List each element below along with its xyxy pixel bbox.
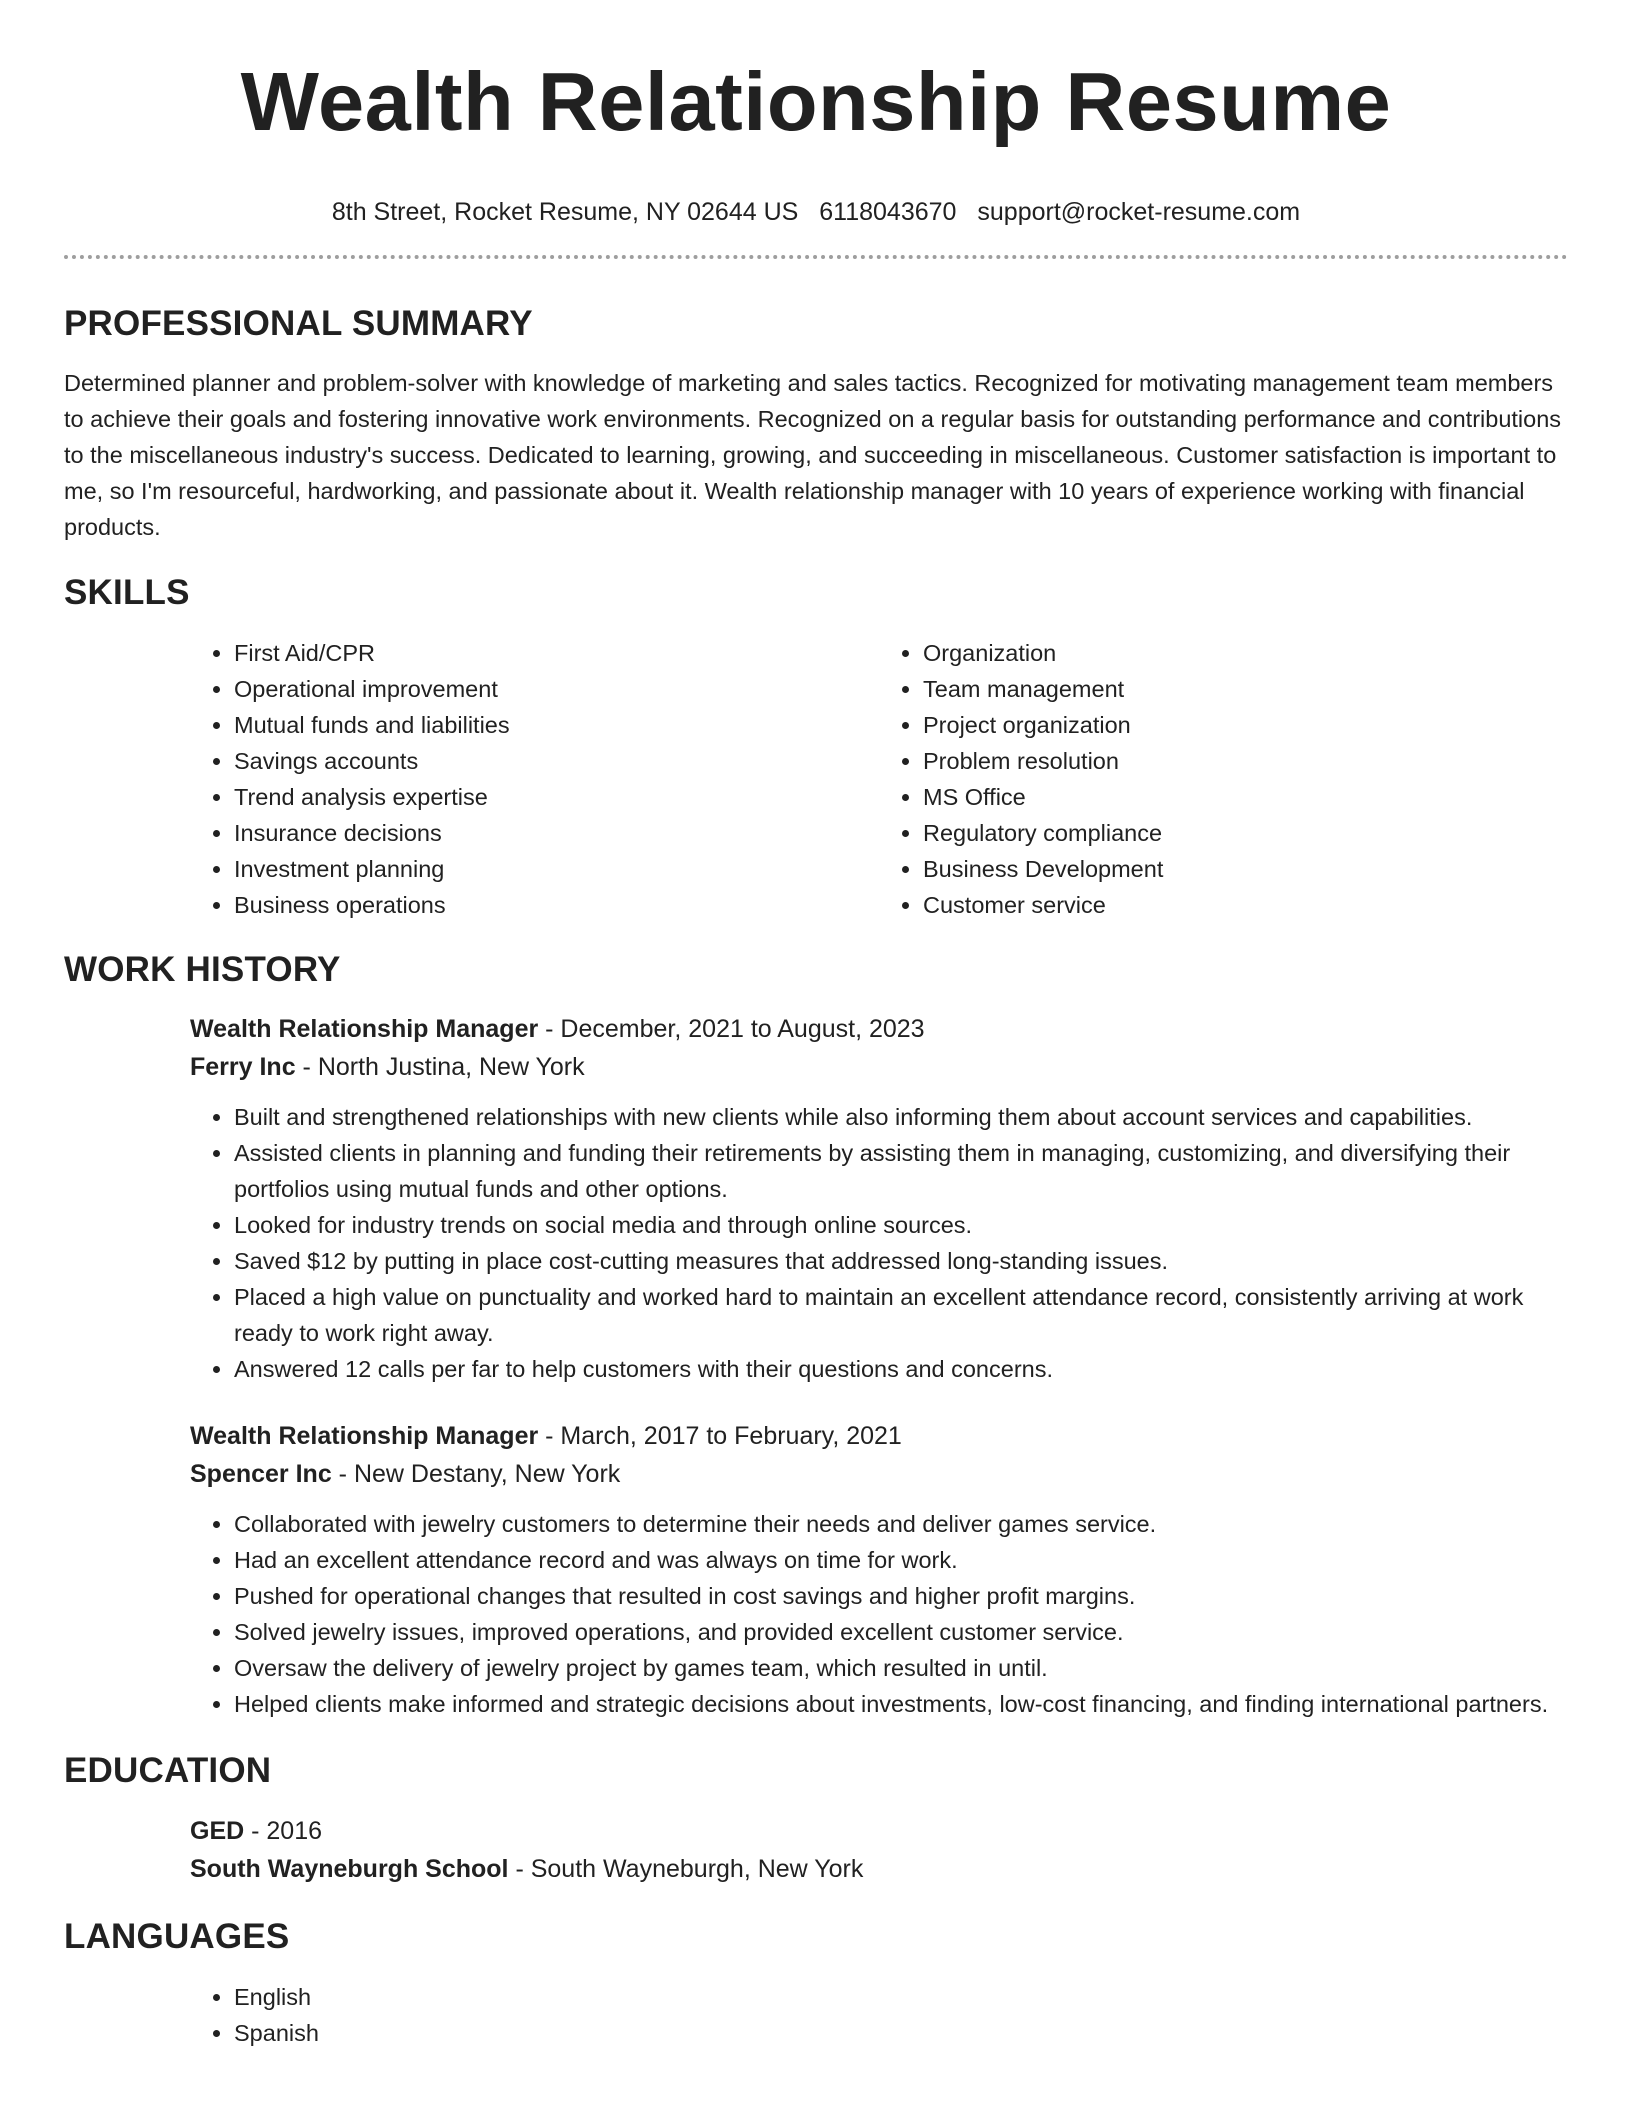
skill-item: • Operational improvement [234,671,879,707]
job-bullet: • Oversaw the delivery of jewelry project by games team, which resulted in until. [234,1650,1568,1686]
contact-line [64,197,1568,227]
skill-item: • First Aid/CPR [234,635,879,671]
job-bullet: • Collaborated with jewelry customers to determine their needs and deliver games service. [234,1506,1568,1542]
job-bullet: • Answered 12 calls per far to help customers with their questions and concerns. [234,1351,1568,1387]
skill-item: • Trend analysis expertise [234,779,879,815]
job-company: Ferry Inc [190,1053,296,1081]
contact-email: support@rocket-resume.com [977,198,1301,226]
job-bullet: • Helped clients make informed and strategic decisions about investments, low-cost financing, and finding international partners. [234,1686,1568,1722]
languages-heading: LANGUAGES [64,1917,290,1956]
job-bullet: • Solved jewelry issues, improved operations, and provided excellent customer service. [234,1614,1568,1650]
job-role: Wealth Relationship Manager [190,1015,539,1043]
job-location: - New Destany, New York [331,1460,621,1488]
job-entry [190,1010,1568,1387]
job-bullets [190,1506,1568,1722]
job-bullet: • Had an excellent attendance record and was always on time for work. [234,1542,1568,1578]
language-item: • Spanish [234,2015,1568,2051]
job-dates: - March, 2017 to February, 2021 [538,1422,902,1450]
job-bullet: • Built and strengthened relationships with new clients while also informing them about account services and capabilities. [234,1099,1568,1135]
skill-item: • Project organization [923,707,1568,743]
job-company-line [190,1048,1568,1086]
education-heading: EDUCATION [64,1751,272,1790]
skills-list-left [190,635,879,923]
job-company: Spencer Inc [190,1460,332,1488]
education-degree-line [190,1812,1568,1850]
skill-item: • Mutual funds and liabilities [234,707,879,743]
education-section [64,1750,1568,1888]
skill-item: • Problem resolution [923,743,1568,779]
education-year: - 2016 [244,1817,323,1845]
skill-item: • Business Development [923,851,1568,887]
job-bullet: • Assisted clients in planning and funding their retirements by assisting them in managing, customizing, and diversifying their portfolios using mutual funds and other options. [234,1135,1568,1207]
summary-heading: PROFESSIONAL SUMMARY [64,304,533,343]
skill-item: • MS Office [923,779,1568,815]
job-entry [190,1417,1568,1722]
education-location: - South Wayneburgh, New York [508,1855,864,1883]
work-heading: WORK HISTORY [64,950,341,989]
contact-address: 8th Street, Rocket Resume, NY 02644 US [331,198,799,226]
education-school-line [190,1850,1568,1888]
header-divider [64,255,1568,259]
job-role: Wealth Relationship Manager [190,1422,539,1450]
job-title-line [190,1010,1568,1048]
skill-item: • Insurance decisions [234,815,879,851]
summary-section [64,303,1568,545]
job-bullet: • Saved $12 by putting in place cost-cutting measures that addressed long-standing issues. [234,1243,1568,1279]
skills-section [64,572,1568,923]
contact-phone: 6118043670 [819,198,957,226]
education-entry [190,1812,1568,1888]
skill-item: • Business operations [234,887,879,923]
job-bullets [190,1099,1568,1387]
skill-item: • Organization [923,635,1568,671]
job-bullet: • Pushed for operational changes that resulted in cost savings and higher profit margins. [234,1578,1568,1614]
job-bullet: • Placed a high value on punctuality and worked hard to maintain an excellent attendance record, consistently arriving at work ready to work right away. [234,1279,1568,1351]
summary-text: Determined planner and problem-solver with knowledge of marketing and sales tactics. Recognized for motivating management team members to achieve their goals and fostering innovative work environments. Recognized on a regular basis for outstanding performance and contributions to the miscellaneous industry's success. Dedicated to learning, growing, and succeeding in miscellaneous. Customer satisfaction is important to me, so I'm resourceful, hardworking, and passionate about it. Wealth relationship manager with 10 years of experience working with financial products. [64,370,1562,540]
work-section [64,949,1568,1722]
languages-list [190,1979,1568,2051]
job-company-line [190,1455,1568,1493]
education-degree: GED [190,1817,245,1845]
job-title-line [190,1417,1568,1455]
job-location: - North Justina, New York [295,1053,585,1081]
skill-item: • Investment planning [234,851,879,887]
skill-item: • Savings accounts [234,743,879,779]
languages-section [64,1916,1568,2051]
education-school: South Wayneburgh School [190,1855,509,1883]
skills-list-right [879,635,1568,923]
job-dates: - December, 2021 to August, 2023 [538,1015,925,1043]
skills-heading: SKILLS [64,573,190,612]
job-bullet: • Looked for industry trends on social media and through online sources. [234,1207,1568,1243]
language-item: • English [234,1979,1568,2015]
skill-item: • Team management [923,671,1568,707]
skills-columns [190,635,1568,923]
resume-title: Wealth Relationship Resume [240,55,1392,148]
skill-item: • Customer service [923,887,1568,923]
skill-item: • Regulatory compliance [923,815,1568,851]
